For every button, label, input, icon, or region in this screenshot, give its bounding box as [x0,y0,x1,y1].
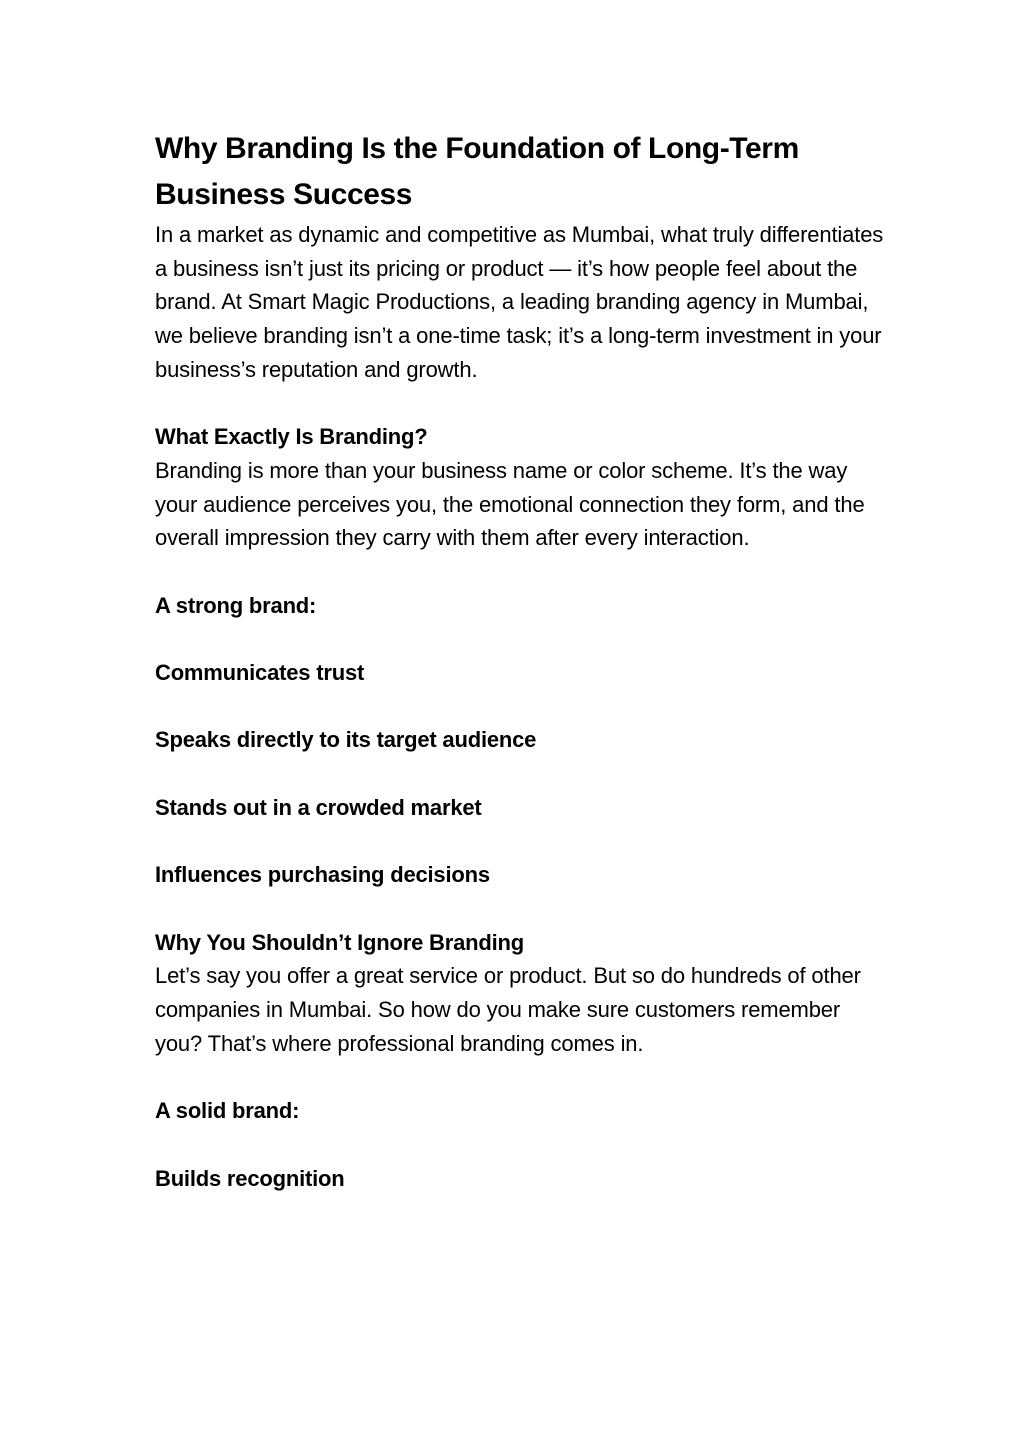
spacer [155,1060,885,1094]
spacer [155,1128,885,1162]
spacer [155,387,885,421]
section-heading-dont-ignore-branding: Why You Shouldn’t Ignore Branding [155,929,525,955]
spacer [155,555,885,589]
list-item: Stands out in a crowded market [155,794,482,820]
list-heading-strong-brand: A strong brand: [155,592,317,618]
list-item: Speaks directly to its target audience [155,727,537,753]
document-title: Why Branding Is the Foundation of Long-Term Business Success [155,132,799,211]
section-paragraph-what-is-branding: Branding is more than your business name or color scheme. It’s the way your audience perceives you, the emotional connection they form, and the overall impression they carry with them after every interaction. [155,457,865,551]
document-page [155,126,885,1195]
section-heading-what-is-branding: What Exactly Is Branding? [155,424,428,450]
list-item: Influences purchasing decisions [155,862,490,888]
intro-paragraph: In a market as dynamic and competitive as Mumbai, what truly differentiates a business isn’t just its pricing or product — it’s how people feel about the brand. At Smart Magic Productions, a leading branding agency in Mumbai, we believe branding isn’t a one-time task; it’s a long-term investment in your business’s reputation and growth. [155,222,884,382]
spacer [155,825,885,859]
spacer [155,757,885,791]
spacer [155,892,885,926]
list-item: Communicates trust [155,660,365,686]
spacer [155,622,885,656]
spacer [155,690,885,724]
list-item: Builds recognition [155,1165,345,1191]
list-heading-solid-brand: A solid brand: [155,1098,300,1124]
section-paragraph-dont-ignore-branding: Let’s say you offer a great service or product. But so do hundreds of other companies in Mumbai. So how do you make sure customers remember you? That’s where professional branding comes in. [155,963,861,1056]
